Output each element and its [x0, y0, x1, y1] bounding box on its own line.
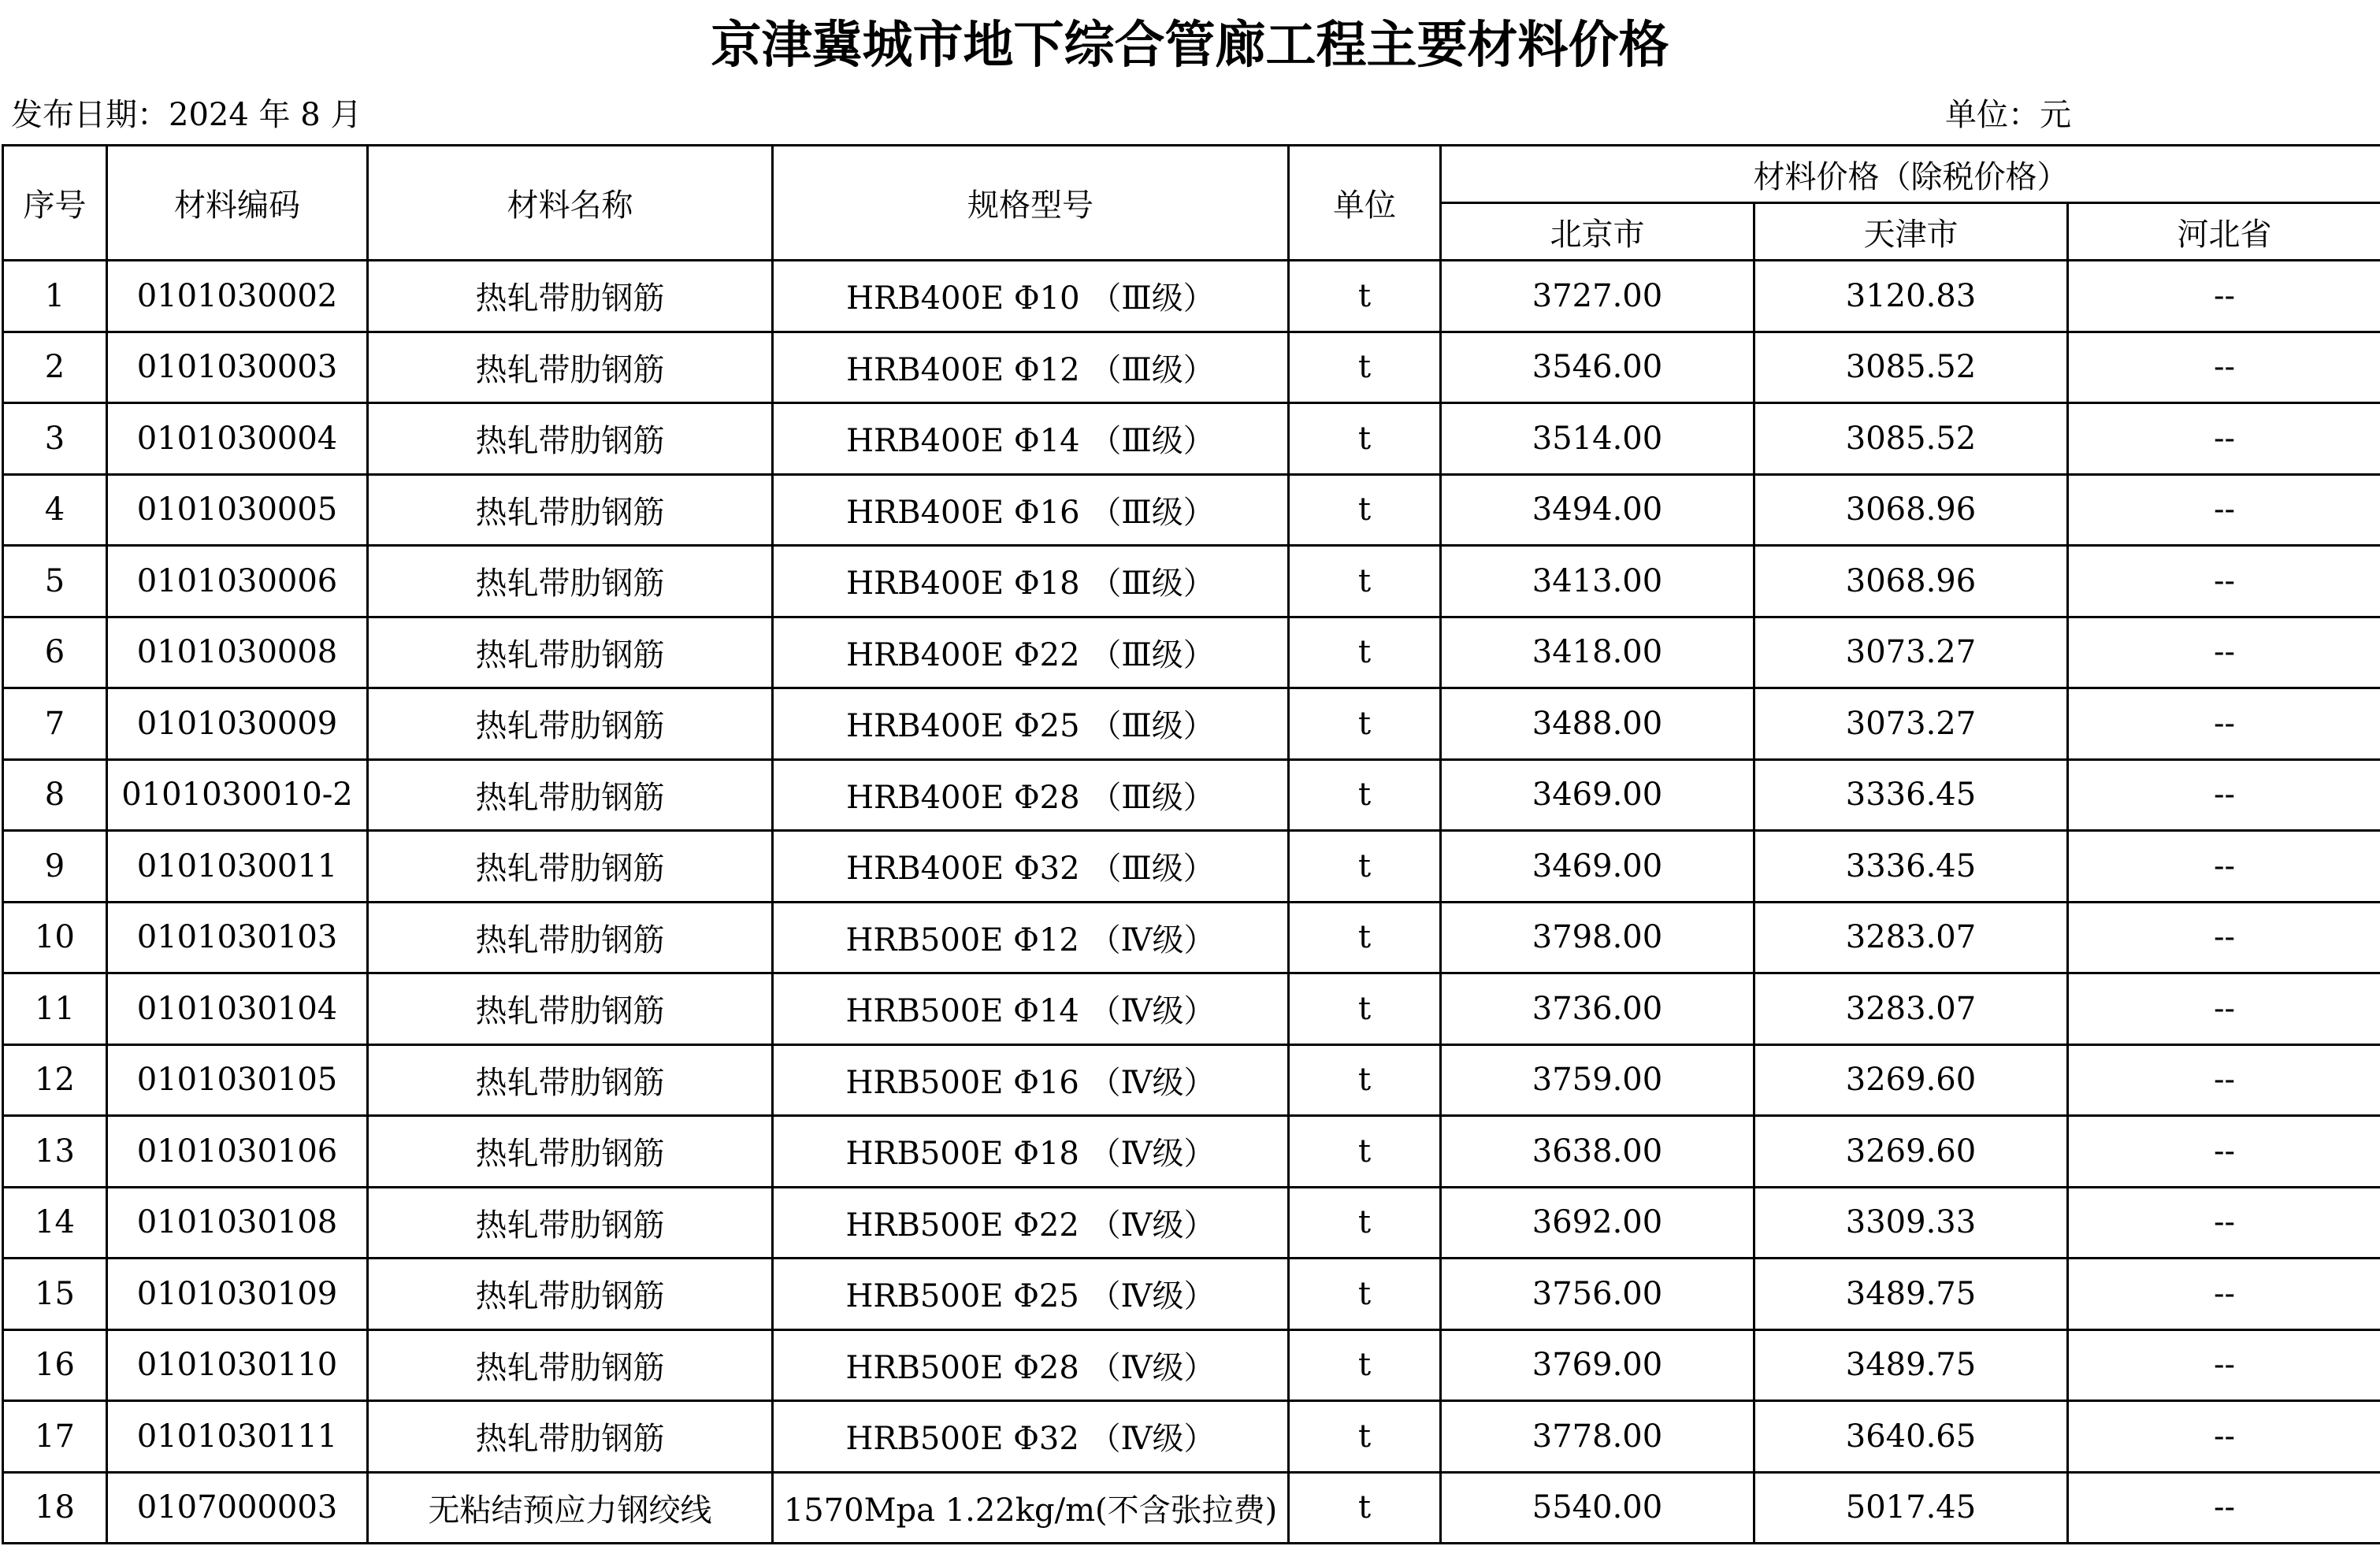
cell-spec: HRB500E Φ16 （Ⅳ级）: [773, 1044, 1289, 1116]
cell-tianjin: 3073.27: [1754, 617, 2068, 688]
cell-name: 无粘结预应力钢绞线: [368, 1472, 773, 1544]
cell-code: 0101030104: [107, 973, 368, 1045]
cell-unit: t: [1289, 1187, 1441, 1259]
cell-code: 0101030011: [107, 831, 368, 903]
cell-code: 0101030008: [107, 617, 368, 688]
cell-beijing: 3413.00: [1441, 546, 1754, 617]
cell-hebei: --: [2068, 1187, 2380, 1259]
cell-spec: HRB400E Φ14 （Ⅲ级）: [773, 403, 1289, 475]
header-name: 材料名称: [368, 146, 773, 261]
cell-beijing: 3692.00: [1441, 1187, 1754, 1259]
cell-seq: 9: [3, 831, 107, 903]
cell-spec: HRB400E Φ28 （Ⅲ级）: [773, 759, 1289, 831]
cell-tianjin: 3085.52: [1754, 403, 2068, 475]
cell-hebei: --: [2068, 474, 2380, 546]
cell-tianjin: 3269.60: [1754, 1044, 2068, 1116]
publish-date: 发布日期：2024 年 8 月: [11, 97, 362, 133]
cell-unit: t: [1289, 546, 1441, 617]
cell-seq: 15: [3, 1259, 107, 1330]
cell-beijing: 3469.00: [1441, 759, 1754, 831]
price-table: [2, 144, 2380, 1544]
cell-beijing: 3778.00: [1441, 1401, 1754, 1473]
cell-name: 热轧带肋钢筋: [368, 1329, 773, 1401]
cell-tianjin: 3283.07: [1754, 973, 2068, 1045]
cell-code: 0101030003: [107, 332, 368, 403]
cell-name: 热轧带肋钢筋: [368, 831, 773, 903]
cell-hebei: --: [2068, 617, 2380, 688]
cell-tianjin: 3489.75: [1754, 1259, 2068, 1330]
table-row: [3, 546, 2380, 617]
cell-name: 热轧带肋钢筋: [368, 1187, 773, 1259]
cell-seq: 6: [3, 617, 107, 688]
cell-beijing: 5540.00: [1441, 1472, 1754, 1544]
table-row: [3, 1116, 2380, 1188]
header-tianjin: 天津市: [1754, 203, 2068, 261]
cell-spec: HRB400E Φ22 （Ⅲ级）: [773, 617, 1289, 688]
cell-code: 0101030002: [107, 261, 368, 332]
cell-code: 0107000003: [107, 1472, 368, 1544]
cell-tianjin: 3068.96: [1754, 546, 2068, 617]
cell-seq: 11: [3, 973, 107, 1045]
cell-unit: t: [1289, 403, 1441, 475]
cell-hebei: --: [2068, 902, 2380, 973]
cell-seq: 16: [3, 1329, 107, 1401]
cell-unit: t: [1289, 973, 1441, 1045]
cell-hebei: --: [2068, 1329, 2380, 1401]
cell-beijing: 3488.00: [1441, 688, 1754, 760]
cell-code: 0101030105: [107, 1044, 368, 1116]
cell-unit: t: [1289, 1401, 1441, 1473]
cell-beijing: 3756.00: [1441, 1259, 1754, 1330]
cell-name: 热轧带肋钢筋: [368, 474, 773, 546]
cell-seq: 2: [3, 332, 107, 403]
cell-spec: HRB500E Φ18 （Ⅳ级）: [773, 1116, 1289, 1188]
cell-name: 热轧带肋钢筋: [368, 1259, 773, 1330]
header-unit: 单位: [1289, 146, 1441, 261]
cell-seq: 4: [3, 474, 107, 546]
header-row-1: [3, 146, 2380, 203]
cell-name: 热轧带肋钢筋: [368, 546, 773, 617]
cell-name: 热轧带肋钢筋: [368, 617, 773, 688]
cell-beijing: 3546.00: [1441, 332, 1754, 403]
cell-hebei: --: [2068, 831, 2380, 903]
cell-beijing: 3798.00: [1441, 902, 1754, 973]
cell-hebei: --: [2068, 759, 2380, 831]
unit-label: 单位：元: [1945, 97, 2071, 133]
cell-hebei: --: [2068, 332, 2380, 403]
cell-spec: HRB500E Φ32 （Ⅳ级）: [773, 1401, 1289, 1473]
cell-seq: 1: [3, 261, 107, 332]
cell-hebei: --: [2068, 403, 2380, 475]
cell-unit: t: [1289, 617, 1441, 688]
table-row: [3, 973, 2380, 1045]
cell-seq: 17: [3, 1401, 107, 1473]
cell-spec: HRB400E Φ12 （Ⅲ级）: [773, 332, 1289, 403]
cell-code: 0101030109: [107, 1259, 368, 1330]
cell-seq: 14: [3, 1187, 107, 1259]
cell-unit: t: [1289, 688, 1441, 760]
header-price-group: 材料价格（除税价格）: [1441, 146, 2380, 203]
cell-spec: HRB400E Φ18 （Ⅲ级）: [773, 546, 1289, 617]
cell-tianjin: 3283.07: [1754, 902, 2068, 973]
cell-unit: t: [1289, 1044, 1441, 1116]
cell-unit: t: [1289, 474, 1441, 546]
cell-name: 热轧带肋钢筋: [368, 261, 773, 332]
cell-code: 0101030106: [107, 1116, 368, 1188]
header-beijing: 北京市: [1441, 203, 1754, 261]
cell-seq: 10: [3, 902, 107, 973]
cell-code: 0101030009: [107, 688, 368, 760]
cell-name: 热轧带肋钢筋: [368, 973, 773, 1045]
cell-spec: HRB500E Φ12 （Ⅳ级）: [773, 902, 1289, 973]
cell-name: 热轧带肋钢筋: [368, 902, 773, 973]
cell-unit: t: [1289, 759, 1441, 831]
table-row: [3, 403, 2380, 475]
cell-beijing: 3514.00: [1441, 403, 1754, 475]
cell-beijing: 3769.00: [1441, 1329, 1754, 1401]
cell-code: 0101030006: [107, 546, 368, 617]
table-row: [3, 1259, 2380, 1330]
cell-name: 热轧带肋钢筋: [368, 1044, 773, 1116]
cell-tianjin: 3269.60: [1754, 1116, 2068, 1188]
cell-seq: 7: [3, 688, 107, 760]
cell-spec: HRB400E Φ10 （Ⅲ级）: [773, 261, 1289, 332]
cell-beijing: 3469.00: [1441, 831, 1754, 903]
cell-spec: HRB400E Φ25 （Ⅲ级）: [773, 688, 1289, 760]
cell-hebei: --: [2068, 1472, 2380, 1544]
table-row: [3, 902, 2380, 973]
cell-beijing: 3494.00: [1441, 474, 1754, 546]
table-row: [3, 759, 2380, 831]
cell-name: 热轧带肋钢筋: [368, 1116, 773, 1188]
header-spec: 规格型号: [773, 146, 1289, 261]
cell-unit: t: [1289, 1329, 1441, 1401]
cell-name: 热轧带肋钢筋: [368, 332, 773, 403]
cell-tianjin: 3336.45: [1754, 759, 2068, 831]
table-row: [3, 831, 2380, 903]
cell-tianjin: 3068.96: [1754, 474, 2068, 546]
cell-hebei: --: [2068, 688, 2380, 760]
cell-tianjin: 3085.52: [1754, 332, 2068, 403]
cell-seq: 12: [3, 1044, 107, 1116]
cell-code: 0101030108: [107, 1187, 368, 1259]
cell-tianjin: 3309.33: [1754, 1187, 2068, 1259]
cell-unit: t: [1289, 902, 1441, 973]
cell-beijing: 3727.00: [1441, 261, 1754, 332]
cell-hebei: --: [2068, 1259, 2380, 1330]
cell-hebei: --: [2068, 1116, 2380, 1188]
cell-hebei: --: [2068, 1401, 2380, 1473]
cell-code: 0101030010-2: [107, 759, 368, 831]
cell-tianjin: 3489.75: [1754, 1329, 2068, 1401]
cell-spec: 1570Mpa 1.22kg/m(不含张拉费): [773, 1472, 1289, 1544]
cell-code: 0101030004: [107, 403, 368, 475]
cell-unit: t: [1289, 1116, 1441, 1188]
cell-tianjin: 3336.45: [1754, 831, 2068, 903]
cell-unit: t: [1289, 1259, 1441, 1330]
cell-tianjin: 3120.83: [1754, 261, 2068, 332]
table-row: [3, 261, 2380, 332]
cell-beijing: 3736.00: [1441, 973, 1754, 1045]
cell-unit: t: [1289, 261, 1441, 332]
cell-seq: 13: [3, 1116, 107, 1188]
table-row: [3, 1044, 2380, 1116]
cell-hebei: --: [2068, 261, 2380, 332]
cell-tianjin: 5017.45: [1754, 1472, 2068, 1544]
cell-seq: 8: [3, 759, 107, 831]
cell-code: 0101030103: [107, 902, 368, 973]
table-row: [3, 1401, 2380, 1473]
table-row: [3, 1472, 2380, 1544]
table-body: [3, 261, 2380, 1544]
cell-code: 0101030005: [107, 474, 368, 546]
table-row: [3, 1329, 2380, 1401]
cell-code: 0101030110: [107, 1329, 368, 1401]
cell-beijing: 3638.00: [1441, 1116, 1754, 1188]
cell-spec: HRB400E Φ16 （Ⅲ级）: [773, 474, 1289, 546]
cell-beijing: 3759.00: [1441, 1044, 1754, 1116]
table-row: [3, 474, 2380, 546]
cell-name: 热轧带肋钢筋: [368, 759, 773, 831]
cell-spec: HRB500E Φ25 （Ⅳ级）: [773, 1259, 1289, 1330]
cell-tianjin: 3073.27: [1754, 688, 2068, 760]
header-code: 材料编码: [107, 146, 368, 261]
table-row: [3, 332, 2380, 403]
cell-spec: HRB400E Φ32 （Ⅲ级）: [773, 831, 1289, 903]
cell-seq: 3: [3, 403, 107, 475]
cell-spec: HRB500E Φ14 （Ⅳ级）: [773, 973, 1289, 1045]
cell-unit: t: [1289, 332, 1441, 403]
cell-seq: 5: [3, 546, 107, 617]
header-seq: 序号: [3, 146, 107, 261]
header-hebei: 河北省: [2068, 203, 2380, 261]
cell-name: 热轧带肋钢筋: [368, 1401, 773, 1473]
cell-name: 热轧带肋钢筋: [368, 403, 773, 475]
table-row: [3, 1187, 2380, 1259]
cell-unit: t: [1289, 1472, 1441, 1544]
cell-spec: HRB500E Φ22 （Ⅳ级）: [773, 1187, 1289, 1259]
cell-hebei: --: [2068, 546, 2380, 617]
cell-beijing: 3418.00: [1441, 617, 1754, 688]
cell-hebei: --: [2068, 1044, 2380, 1116]
cell-spec: HRB500E Φ28 （Ⅳ级）: [773, 1329, 1289, 1401]
page-title: 京津冀城市地下综合管廊工程主要材料价格: [711, 17, 1669, 75]
cell-unit: t: [1289, 831, 1441, 903]
table-row: [3, 617, 2380, 688]
cell-code: 0101030111: [107, 1401, 368, 1473]
table-row: [3, 688, 2380, 760]
cell-hebei: --: [2068, 973, 2380, 1045]
cell-name: 热轧带肋钢筋: [368, 688, 773, 760]
cell-seq: 18: [3, 1472, 107, 1544]
cell-tianjin: 3640.65: [1754, 1401, 2068, 1473]
